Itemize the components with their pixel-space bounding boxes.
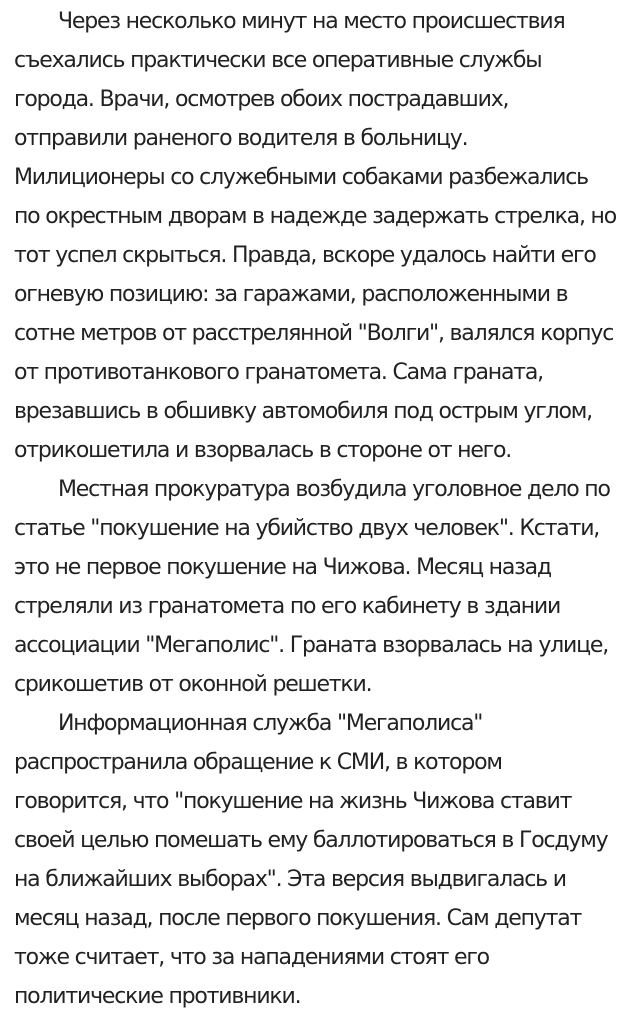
paragraph-2-line-3: это не первое покушение на Чижова. Месяц назад: [14, 555, 551, 580]
paragraph-1-line-10: от противотанкового гранатомета. Сама граната,: [14, 360, 543, 385]
paragraph-3-line-4: своей целью помешать ему баллотироваться в Госдуму: [14, 828, 608, 853]
paragraph-2-line-6: срикошетив от оконной решетки.: [14, 672, 372, 697]
paragraph-1-line-2: съехались практически все оперативные службы: [14, 48, 542, 73]
paragraph-3-line-6: месяц назад, после первого покушения. Сам депутат: [14, 906, 582, 931]
paragraph-3-line-2: распространила обращение к СМИ, в котором: [14, 750, 502, 775]
paragraph-1-line-9: сотне метров от расстрелянной "Волги", валялся корпус: [14, 321, 614, 346]
paragraph-2-line-2: статье "покушение на убийство двух человек". Кстати,: [14, 516, 600, 541]
paragraph-1-line-3: города. Врачи, осмотрев обоих пострадавших,: [14, 87, 509, 112]
paragraph-1-line-1: Через несколько минут на место происшествия: [58, 9, 565, 34]
paragraph-3-line-5: на ближайших выборах". Эта версия выдвигалась и: [14, 867, 566, 892]
paragraph-1-line-7: тот успел скрыться. Правда, вскоре удалось найти его: [14, 243, 596, 268]
paragraph-3-line-1: Информационная служба "Мегаполиса": [58, 711, 483, 736]
paragraph-1-line-12: отрикошетила и взорвалась в стороне от него.: [14, 438, 512, 463]
paragraph-2-line-1: Местная прокуратура возбудила уголовное дело по: [58, 477, 610, 502]
paragraph-1-line-5: Милиционеры со служебными собаками разбежались: [14, 165, 588, 190]
paragraph-1-line-4: отправили раненого водителя в больницу.: [14, 126, 468, 151]
paragraph-3-line-3: говорится, что "покушение на жизнь Чижова ставит: [14, 789, 572, 814]
paragraph-2-line-4: стреляли из гранатомета по его кабинету в здании: [14, 594, 561, 619]
paragraph-3-line-7: тоже считает, что за нападениями стоят его: [14, 945, 489, 970]
paragraph-2-line-5: ассоциации "Мегаполис". Граната взорвалась на улице,: [14, 633, 609, 658]
paragraph-1-line-8: огневую позицию: за гаражами, расположенными в: [14, 282, 568, 307]
paragraph-1-line-11: врезавшись в обшивку автомобиля под острым углом,: [14, 399, 592, 424]
paragraph-3-line-8: политические противники.: [14, 984, 301, 1009]
paragraph-1-line-6: по окрестным дворам в надежде задержать стрелка, но: [14, 204, 616, 229]
